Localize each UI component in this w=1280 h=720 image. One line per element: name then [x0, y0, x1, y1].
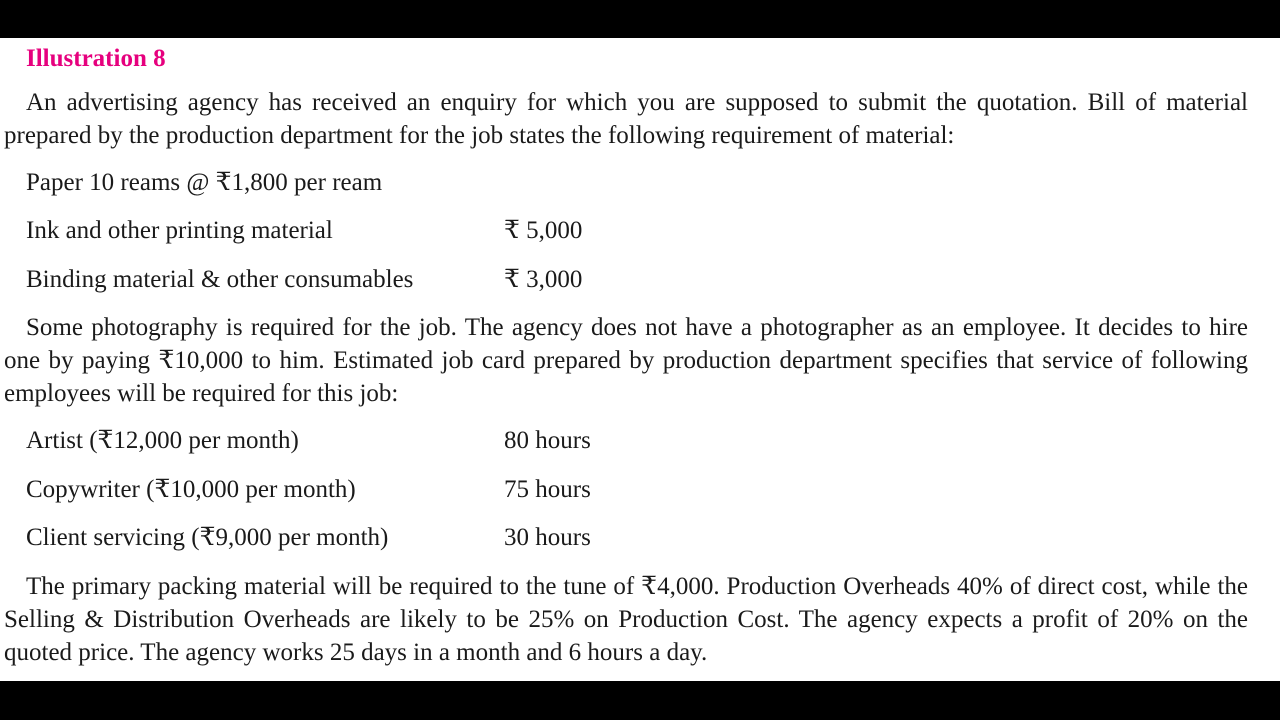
employee-hours: 80 hours — [504, 427, 591, 454]
closing-paragraph: The primary packing material will be required to the tune of ₹4,000. Production Overheads 40% of direct cost, while the Selling & Distribution Overheads are likely to be 25% on Production Cost. The agency expects a profit of 20% on the quoted price. The agency works 25 days in a month and 6 hours a day. — [4, 573, 1248, 666]
employee-hours: 30 hours — [504, 524, 591, 551]
material-label: Paper 10 reams @ ₹1,800 per ream — [26, 169, 383, 196]
material-value: ₹ 3,000 — [504, 266, 583, 293]
employee-hours: 75 hours — [504, 476, 591, 503]
employee-label: Client servicing (₹9,000 per month) — [26, 524, 389, 551]
document-page — [0, 38, 1280, 681]
employee-row-copywriter — [26, 473, 826, 506]
intro-paragraph: An advertising agency has received an enquiry for which you are supposed to submit the quotation. Bill of material prepared by the production department for the job states the following requirement of material: — [4, 89, 1248, 149]
material-row-paper — [26, 166, 826, 199]
employee-label: Artist (₹12,000 per month) — [26, 427, 299, 454]
photography-paragraph: Some photography is required for the job. The agency does not have a photographer as an employee. It decides to hire one by paying ₹10,000 to him. Estimated job card prepared by production department specifies that service of following employees will be required for this job: — [4, 314, 1248, 407]
illustration-heading: Illustration 8 — [26, 45, 166, 72]
material-row-ink — [26, 214, 826, 247]
employee-row-artist — [26, 424, 826, 457]
material-value: ₹ 5,000 — [504, 217, 583, 244]
material-row-binding — [26, 263, 826, 296]
employee-label: Copywriter (₹10,000 per month) — [26, 476, 356, 503]
employee-row-client-servicing — [26, 521, 826, 554]
material-label: Ink and other printing material — [26, 217, 333, 244]
material-label: Binding material & other consumables — [26, 266, 414, 293]
